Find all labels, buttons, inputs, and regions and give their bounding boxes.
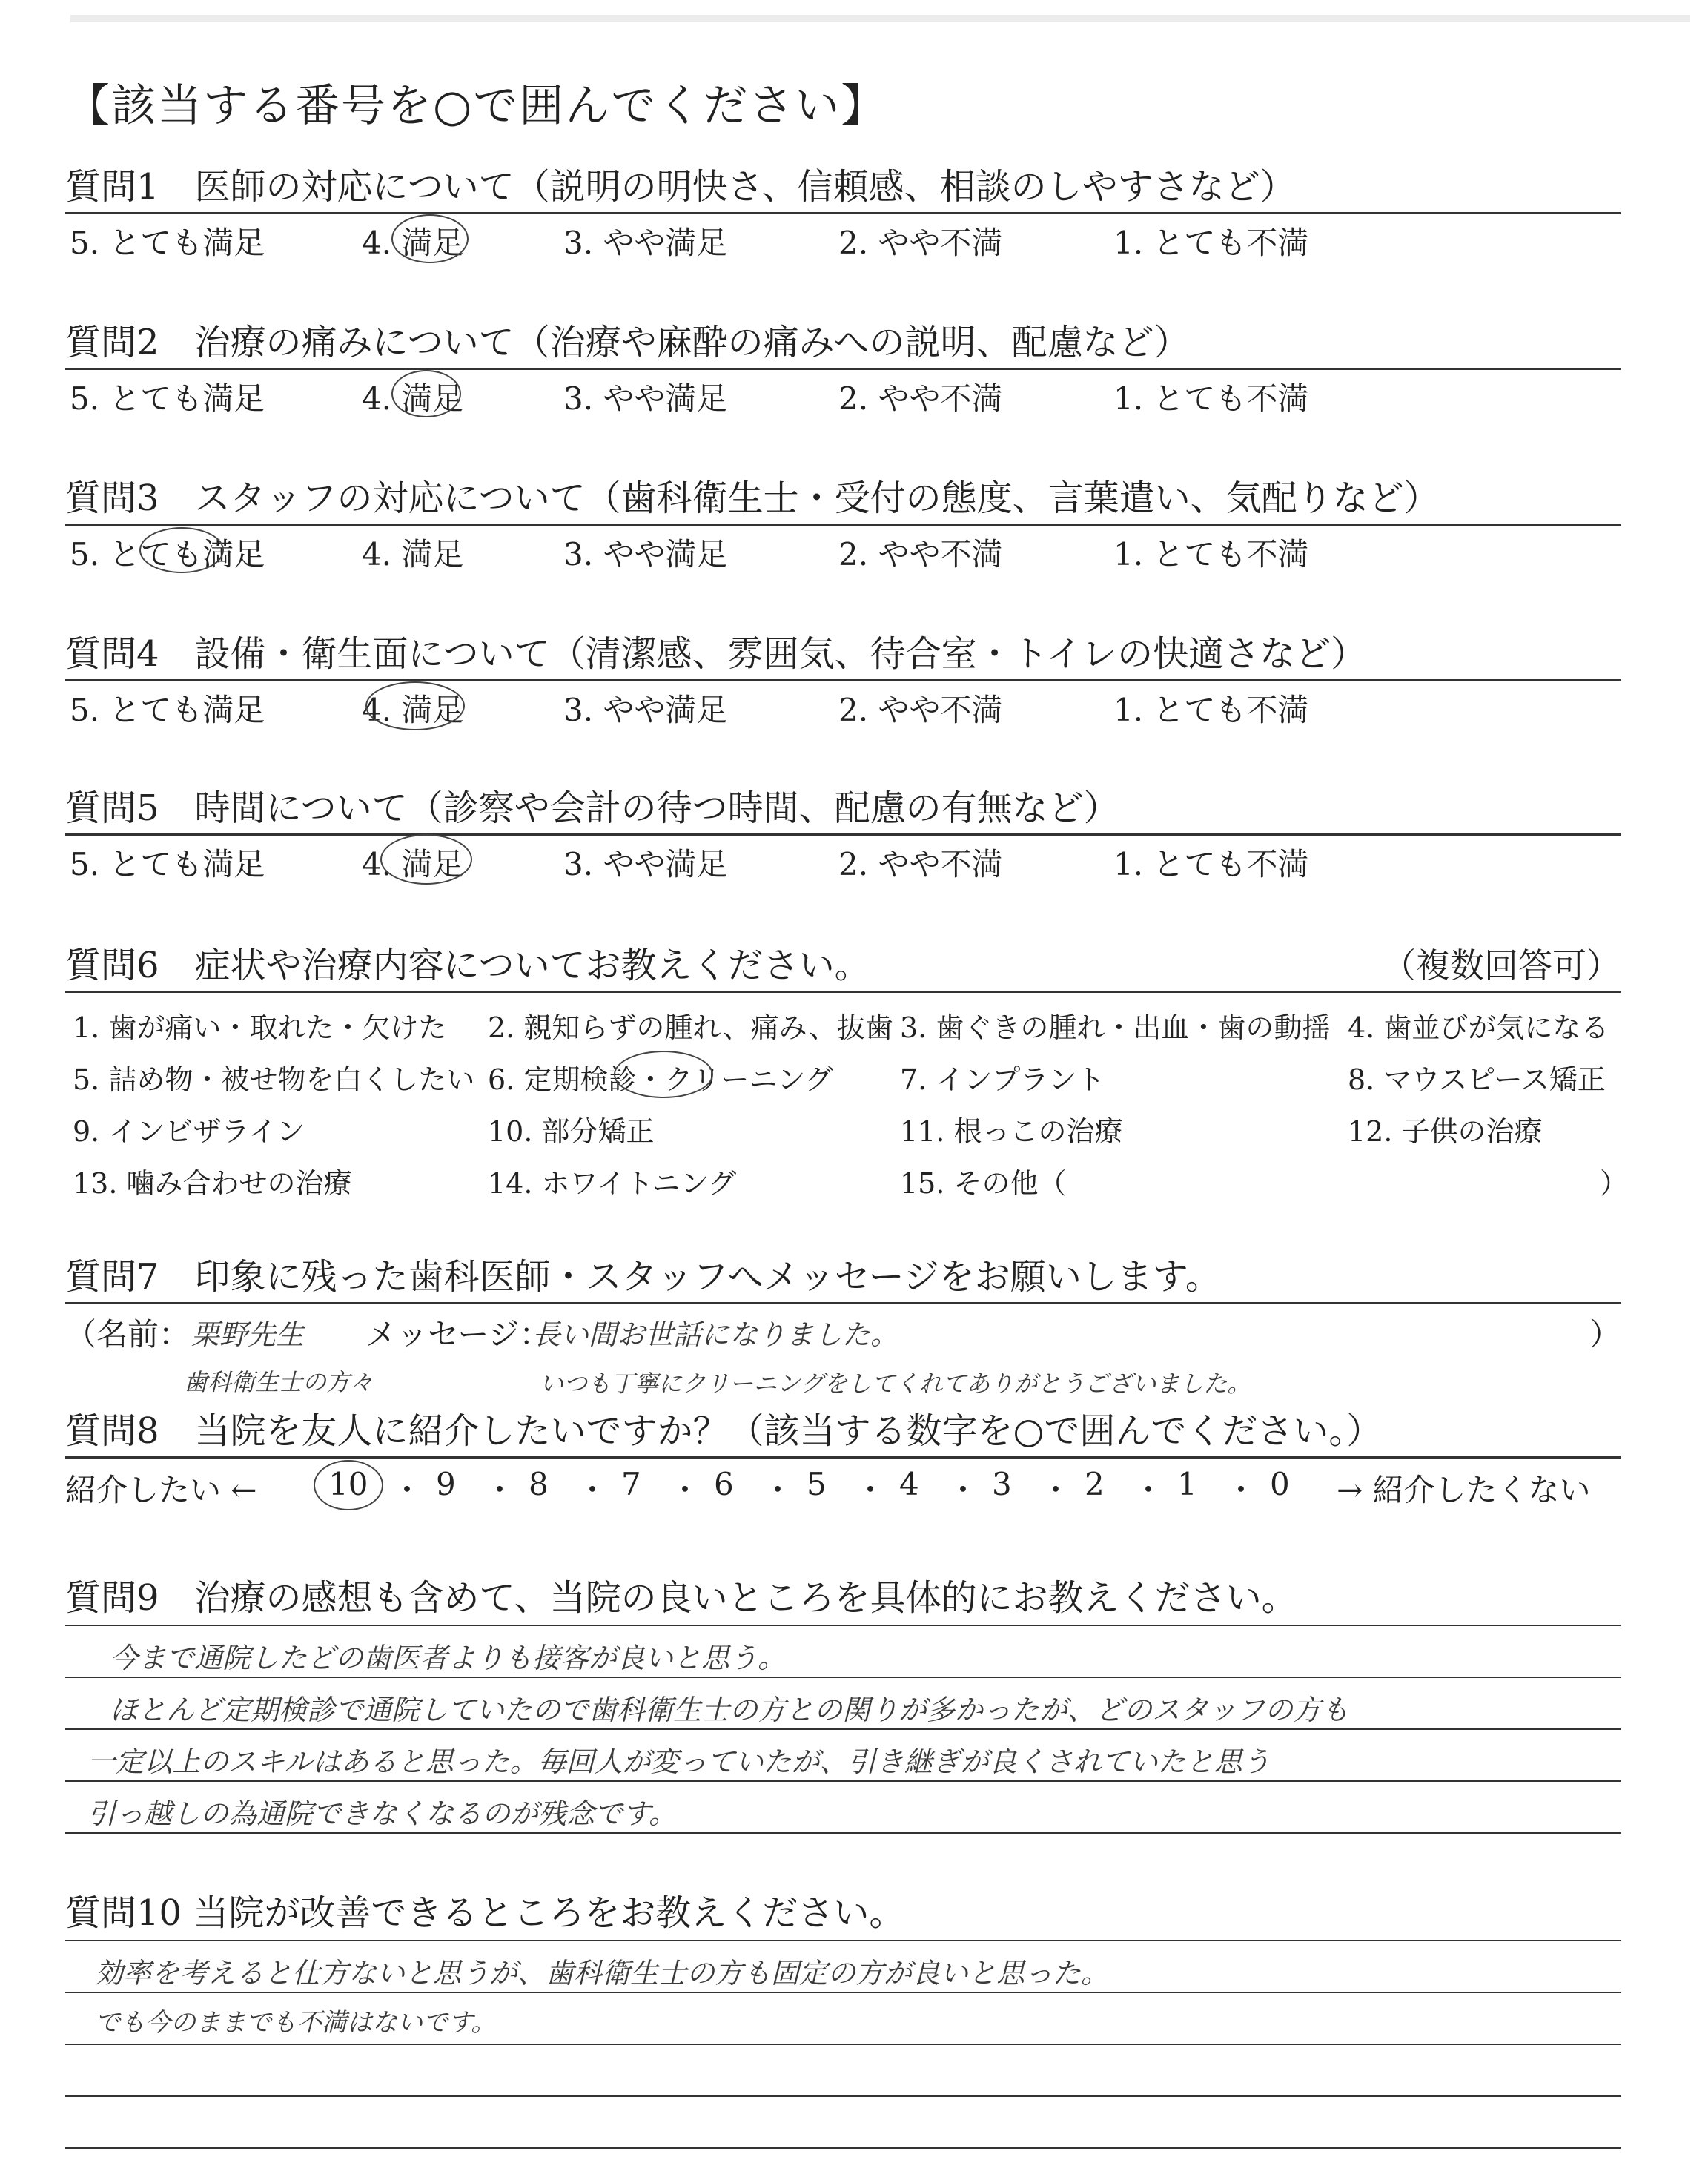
question-9: [65, 1576, 1621, 1834]
scale-4[interactable]: 4: [899, 1466, 919, 1502]
answer-line: [65, 1625, 1621, 1677]
name-label: （名前：: [65, 1316, 191, 1353]
q4-option-3[interactable]: 3. やや満足: [563, 692, 728, 728]
q6-item-6[interactable]: 6. 定期検診・クリーニング: [488, 1063, 833, 1096]
q1-option-1[interactable]: 1. とても不満: [1113, 225, 1309, 261]
q1-selection-circle: [391, 214, 469, 263]
answer-line: [65, 1992, 1621, 2044]
scale-sep: ・: [855, 1472, 887, 1508]
question-7-answer: [65, 1304, 1621, 1408]
scale-7[interactable]: 7: [621, 1466, 641, 1502]
instructions-heading: 【該当する番号を○で囲んでください】: [65, 80, 887, 132]
q4-selection-circle: [365, 681, 465, 730]
name-value-2[interactable]: 歯科衛生士の方々: [184, 1368, 374, 1396]
q5-option-3[interactable]: 3. やや満足: [563, 846, 728, 882]
q6-item-8[interactable]: 8. マウスピース矯正: [1348, 1063, 1606, 1096]
scale-6[interactable]: 6: [714, 1466, 734, 1502]
q3-option-1[interactable]: 1. とても不満: [1113, 536, 1309, 572]
answer-text[interactable]: ほとんど定期検診で通院していたので歯科衛生士の方との関りが多かったが、どのスタッフの方も: [110, 1694, 1350, 1726]
multiple-answer-note: （複数回答可）: [1382, 945, 1621, 985]
scale-2[interactable]: 2: [1085, 1466, 1105, 1502]
question-4-title: 質問4 設備・衛生面について（清潔感、雰囲気、待合室・トイレの快適さなど）: [65, 633, 1367, 675]
q6-item-7[interactable]: 7. インプラント: [900, 1063, 1105, 1096]
scan-top-edge: [70, 15, 1690, 22]
answer-line: [65, 1780, 1621, 1832]
name-value-1[interactable]: 栗野先生: [191, 1318, 305, 1351]
q6-item-10[interactable]: 10. 部分矯正: [488, 1115, 655, 1148]
message-close-paren: ）: [1589, 1316, 1621, 1353]
q2-option-1[interactable]: 1. とても不満: [1113, 380, 1309, 417]
question-4: [65, 632, 1621, 726]
q6-item-15-close: ）: [1600, 1167, 1629, 1200]
q1-option-4[interactable]: 4. 満足: [362, 225, 464, 261]
question-6-title-text: 質問6 症状や治療内容についてお教えください。: [65, 945, 870, 986]
answer-line: [65, 2095, 1621, 2147]
question-1: [65, 165, 1621, 259]
q6-item-12[interactable]: 12. 子供の治療: [1348, 1115, 1543, 1148]
q2-option-4[interactable]: 4. 満足: [362, 380, 464, 417]
q6-item-3[interactable]: 3. 歯ぐきの腫れ・出血・歯の動揺: [900, 1011, 1331, 1044]
scale-9[interactable]: 9: [436, 1466, 456, 1502]
q5-option-5[interactable]: 5. とても満足: [70, 846, 265, 882]
scale-5[interactable]: 5: [807, 1466, 827, 1502]
question-5-options: [65, 836, 1621, 880]
scale-sep: ・: [1040, 1472, 1072, 1508]
scale-sep: ・: [391, 1472, 423, 1508]
q2-option-2[interactable]: 2. やや不満: [838, 380, 1003, 417]
question-6-title: [65, 943, 1621, 988]
question-1-options: [65, 214, 1621, 259]
recommend-right-label: → 紹介したくない: [1337, 1472, 1591, 1508]
question-8-scale: [65, 1459, 1621, 1510]
answer-line: [65, 1728, 1621, 1780]
q2-selection-circle: [391, 370, 461, 417]
answer-text[interactable]: 引っ越しの為通院できなくなるのが残念です。: [87, 1797, 677, 1830]
question-2-options: [65, 370, 1621, 415]
q8-selection-circle: [314, 1460, 383, 1510]
q6-item-2[interactable]: 2. 親知らずの腫れ、痛み、抜歯: [488, 1011, 893, 1044]
q6-item-9[interactable]: 9. インビザライン: [73, 1115, 305, 1148]
q6-item-4[interactable]: 4. 歯並びが気になる: [1348, 1011, 1609, 1044]
q5-option-4[interactable]: 4. 満足: [362, 846, 464, 882]
scale-10[interactable]: 10: [328, 1466, 368, 1502]
question-2-title: 質問2 治療の痛みについて（治療や麻酔の痛みへの説明、配慮など）: [65, 322, 1190, 363]
q3-option-4[interactable]: 4. 満足: [362, 536, 464, 572]
scale-sep: ・: [762, 1472, 794, 1508]
question-10-title: 質問10 当院が改善できるところをお教えください。: [65, 1892, 905, 1934]
scale-sep: ・: [577, 1472, 609, 1508]
question-8: [65, 1409, 1621, 1510]
q1-option-5[interactable]: 5. とても満足: [70, 225, 265, 261]
q3-option-3[interactable]: 3. やや満足: [563, 536, 728, 572]
q3-selection-circle: [139, 527, 224, 573]
q6-item-1[interactable]: 1. 歯が痛い・取れた・欠けた: [73, 1011, 447, 1044]
question-9-answer-lines: [65, 1625, 1621, 1834]
q3-option-5[interactable]: 5. とても満足: [70, 536, 265, 572]
q6-item-14[interactable]: 14. ホワイトニング: [488, 1167, 737, 1200]
recommend-left-label: 紹介したい ←: [65, 1472, 257, 1508]
question-5-title: 質問5 時間について（診察や会計の待つ時間、配慮の有無など）: [65, 787, 1119, 829]
question-3-options: [65, 526, 1621, 570]
q2-option-3[interactable]: 3. やや満足: [563, 380, 728, 417]
answer-line: [65, 1677, 1621, 1728]
question-6-items: [65, 993, 1629, 1208]
question-6: [65, 943, 1629, 1208]
scale-sep: ・: [1133, 1472, 1165, 1508]
scale-1[interactable]: 1: [1177, 1466, 1197, 1502]
question-8-title: 質問8 当院を友人に紹介したいですか？（該当する数字を○で囲んでください。）: [65, 1410, 1383, 1452]
q5-option-2[interactable]: 2. やや不満: [838, 846, 1003, 882]
answer-text[interactable]: 今まで通院したどの歯医者よりも接客が良いと思う。: [110, 1642, 787, 1674]
question-10: [65, 1891, 1621, 2149]
q4-option-2[interactable]: 2. やや不満: [838, 692, 1003, 728]
scale-3[interactable]: 3: [992, 1466, 1012, 1502]
q1-option-2[interactable]: 2. やや不満: [838, 225, 1003, 261]
scale-sep: ・: [947, 1472, 979, 1508]
answer-line: [65, 2044, 1621, 2095]
answer-text[interactable]: 一定以上のスキルはあると思った。毎回人が変っていたが、引き継ぎが良くされていたと思う: [87, 1745, 1271, 1778]
scale-sep: ・: [1225, 1472, 1257, 1508]
scale-0[interactable]: 0: [1270, 1466, 1290, 1502]
scale-sep: ・: [484, 1472, 516, 1508]
message-value-1[interactable]: 長い間お世話になりました。: [532, 1318, 899, 1351]
q2-option-5[interactable]: 5. とても満足: [70, 380, 265, 417]
question-7-title: 質問7 印象に残った歯科医師・スタッフへメッセージをお願いします。: [65, 1256, 1221, 1298]
scale-sep: ・: [669, 1472, 701, 1508]
question-3-title: 質問3 スタッフの対応について（歯科衛生士・受付の態度、言葉遣い、気配りなど）: [65, 478, 1440, 519]
question-4-options: [65, 681, 1621, 726]
answer-line: [65, 1940, 1621, 1992]
q6-item-5[interactable]: 5. 詰め物・被せ物を白くしたい: [73, 1063, 475, 1096]
q6-item-11[interactable]: 11. 根っこの治療: [900, 1115, 1123, 1148]
answer-text[interactable]: でも今のままでも不満はないです。: [95, 2008, 497, 2038]
q6-item-15[interactable]: 15. その他（: [900, 1167, 1067, 1200]
q3-option-2[interactable]: 2. やや不満: [838, 536, 1003, 572]
q6-item-13[interactable]: 13. 噛み合わせの治療: [73, 1167, 352, 1200]
q6-selection-circle: [614, 1051, 713, 1098]
scale-8[interactable]: 8: [529, 1466, 549, 1502]
question-9-title: 質問9 治療の感想も含めて、当院の良いところを具体的にお教えください。: [65, 1577, 1297, 1619]
question-5: [65, 786, 1621, 880]
question-10-answer-lines: [65, 1940, 1621, 2149]
answer-text[interactable]: 効率を考えると仕方ないと思うが、歯科衛生士の方も固定の方が良いと思った。: [95, 1957, 1110, 1989]
q5-option-1[interactable]: 1. とても不満: [1113, 846, 1309, 882]
question-3: [65, 476, 1621, 570]
question-1-title: 質問1 医師の対応について（説明の明快さ、信頼感、相談のしやすさなど）: [65, 166, 1296, 208]
question-2: [65, 320, 1621, 415]
q4-option-5[interactable]: 5. とても満足: [70, 692, 265, 728]
q4-option-1[interactable]: 1. とても不満: [1113, 692, 1309, 728]
q5-selection-circle: [380, 834, 472, 885]
answer-line-bottom: [65, 1832, 1621, 1834]
question-7: [65, 1255, 1621, 1408]
q4-option-4[interactable]: 4. 満足: [362, 692, 464, 728]
message-value-2[interactable]: いつも丁寧にクリーニングをしてくれてありがとうございました。: [540, 1370, 1251, 1398]
answer-line-bottom: [65, 2147, 1621, 2149]
q1-option-3[interactable]: 3. やや満足: [563, 225, 728, 261]
message-label: メッセージ：: [365, 1316, 551, 1353]
